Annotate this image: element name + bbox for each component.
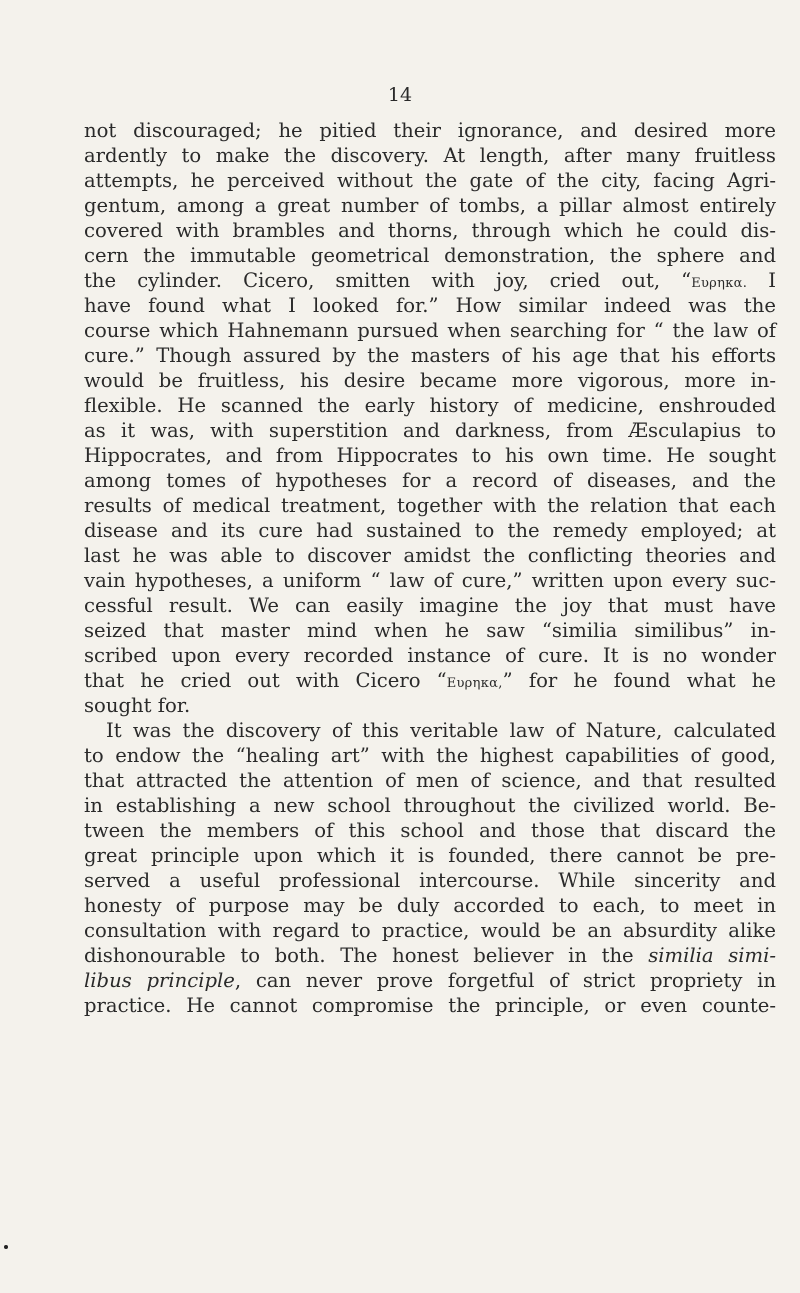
text-line: seized that master mind when he saw “similia similibus” in- (84, 619, 776, 642)
text-line: as it was, with superstition and darkness, from Æsculapius to (84, 419, 776, 442)
text-line: sought for. (84, 694, 191, 717)
text-segment: , can never prove forgetful of strict propriety in (234, 969, 776, 992)
text-segment: that he cried out with Cicero “ (84, 669, 447, 692)
text-line (84, 968, 776, 993)
text-line: cure.” Though assured by the masters of his age that his efforts (84, 344, 776, 367)
ink-speck (4, 1245, 8, 1249)
greek-word: Ευρηκα, (446, 676, 503, 691)
text-segment: I (747, 269, 777, 292)
text-line: cern the immutable geometrical demonstration, the sphere and (84, 244, 776, 267)
text-segment: the cylinder. Cicero, smitten with joy, cried out, “ (84, 269, 692, 292)
page-number: 14 (387, 84, 413, 106)
text-line (84, 268, 776, 296)
text-line: consultation with regard to practice, would be an absurdity alike (84, 919, 776, 942)
text-line: honesty of purpose may be duly accorded to each, to meet in (84, 894, 776, 917)
text-line: gentum, among a great number of tombs, a pillar almost entirely (84, 194, 776, 217)
text-line: ardently to make the discovery. At length, after many fruitless (84, 144, 776, 167)
text-line: scribed upon every recorded instance of cure. It is no wonder (84, 644, 776, 667)
text-line: results of medical treatment, together with the relation that each (84, 494, 776, 517)
text-line: in establishing a new school throughout the civilized world. Be- (84, 794, 776, 817)
text-line: among tomes of hypotheses for a record of diseases, and the (84, 469, 776, 492)
text-line (84, 943, 776, 968)
text-line: not discouraged; he pitied their ignorance, and desired more (84, 119, 776, 142)
italic-text: libus principle (84, 969, 235, 992)
text-line: vain hypotheses, a uniform “ law of cure,” written upon every suc- (84, 569, 776, 592)
text-line: practice. He cannot compromise the principle, or even counte- (84, 994, 776, 1017)
text-line: disease and its cure had sustained to the remedy employed; at (84, 519, 776, 542)
text-line: that attracted the attention of men of science, and that resulted (84, 769, 776, 792)
text-line: covered with brambles and thorns, through which he could dis- (84, 219, 776, 242)
text-line: served a useful professional intercourse. While sincerity and (84, 869, 776, 892)
text-line: It was the discovery of this veritable law of Nature, calculated (106, 719, 776, 742)
text-line: great principle upon which it is founded, there cannot be pre- (84, 844, 776, 867)
text-line: tween the members of this school and those that discard the (84, 819, 776, 842)
text-line: to endow the “healing art” with the highest capabilities of good, (84, 744, 776, 767)
text-line (84, 668, 776, 696)
text-line: have found what I looked for.” How similar indeed was the (84, 294, 776, 317)
italic-text: similia simi- (648, 944, 776, 967)
text-line: last he was able to discover amidst the conflicting theories and (84, 544, 776, 567)
text-line: Hippocrates, and from Hippocrates to his own time. He sought (84, 444, 776, 467)
text-line: flexible. He scanned the early history of medicine, enshrouded (84, 394, 776, 417)
greek-word: Ευρηκα. (691, 276, 748, 291)
text-line: attempts, he perceived without the gate of the city, facing Agri- (84, 169, 776, 192)
text-line: would be fruitless, his desire became more vigorous, more in- (84, 369, 776, 392)
text-segment: ” for he found what he (502, 669, 776, 692)
text-segment: dishonourable to both. The honest believer in the (84, 944, 649, 967)
text-line: cessful result. We can easily imagine the joy that must have (84, 594, 776, 617)
text-line: course which Hahnemann pursued when searching for “ the law of (84, 319, 776, 342)
